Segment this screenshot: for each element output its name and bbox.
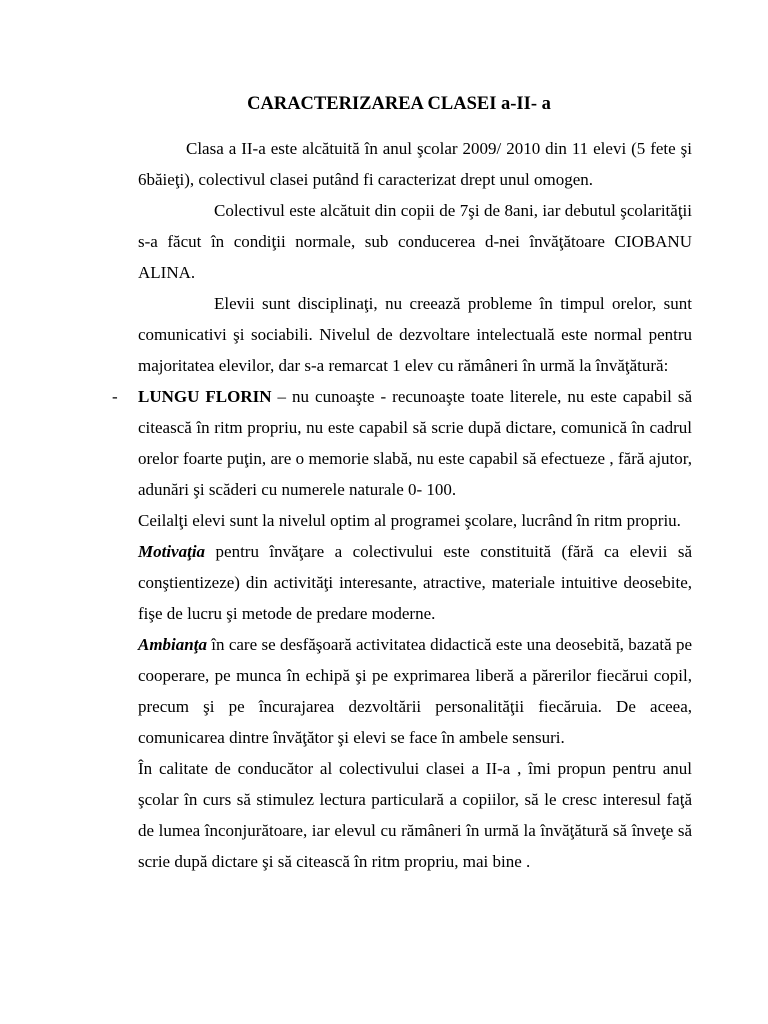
list-dash: - <box>112 387 118 406</box>
document-body <box>112 133 692 877</box>
list-item-text <box>138 381 692 505</box>
other-students-text: Ceilalţi elevi sunt la nivelul optim al programei şcolare, lucrând în ritm propriu. <box>138 511 681 530</box>
paragraph-collective-age: Colectivul este alcătuit din copii de 7şi de 8ani, iar debutul şcolarităţii s-a făcut în condiţii normale, sub conducerea d-nei învăţătoare CIOBANU ALINA. <box>138 201 692 282</box>
term-motivation: Motivaţia <box>138 542 206 561</box>
motivation-text: pentru învăţare a colectivului este constituită (fără ca elevii să conştientizeze) din activităţi interesante, atractive, materiale intuitive deosebite, fişe de lucru şi metode de predare moderne. <box>138 542 692 623</box>
paragraph-ambiance <box>138 629 692 753</box>
student-list-item <box>112 381 692 505</box>
document-title: CARACTERIZAREA CLASEI a-II- a <box>247 94 551 114</box>
paragraph-motivation <box>138 536 692 629</box>
paragraph-goals: În calitate de conducător al colectivului clasei a II-a , îmi propun pentru anul şcolar în curs să stimulez lectura particulară a copiilor, să le cresc interesul faţă de lumea înconjurătoare, iar elevul cu rămâneri în urmă la învăţătură să înveţe să scrie după dictare şi să citească în ritm propriu, mai bine . <box>138 759 692 871</box>
paragraph-discipline: Elevii sunt disciplinaţi, nu creează probleme în timpul orelor, sunt comunicativi şi sociabili. Nivelul de dezvoltare intelectuală este normal pentru majoritatea elevilor, dar s-a remarcat 1 elev cu rămâneri în urmă la învăţătură: <box>138 294 692 375</box>
ambiance-text: în care se desfăşoară activitatea didactică este una deosebită, bazată pe cooperare, pe munca în echipă şi pe exprimarea liberă a părerilor fiecărui copil, precum şi pe încurajarea dezvoltării personalităţii fiecăruia. De aceea, comunicarea dintre învăţător şi elevi se face în ambele sensuri. <box>138 635 692 747</box>
paragraph-other-students <box>138 505 692 536</box>
student-description: – nu cunoaşte - recunoaşte toate literele, nu este capabil să citească în ritm propriu, nu este capabil să scrie după dictare, comunică în cadrul orelor foarte puţin, are o memorie slabă, nu este capabil să efectueze , fără ajutor, adunări şi scăderi cu numerele naturale 0- 100. <box>138 387 692 499</box>
paragraph-class-composition: Clasa a II-a este alcătuită în anul şcolar 2009/ 2010 din 11 elevi (5 fete şi 6băieţi), colectivul clasei putând fi caracterizat drept unul omogen. <box>138 139 692 189</box>
student-name: LUNGU FLORIN <box>138 387 272 406</box>
term-ambiance: Ambianţa <box>138 635 207 654</box>
